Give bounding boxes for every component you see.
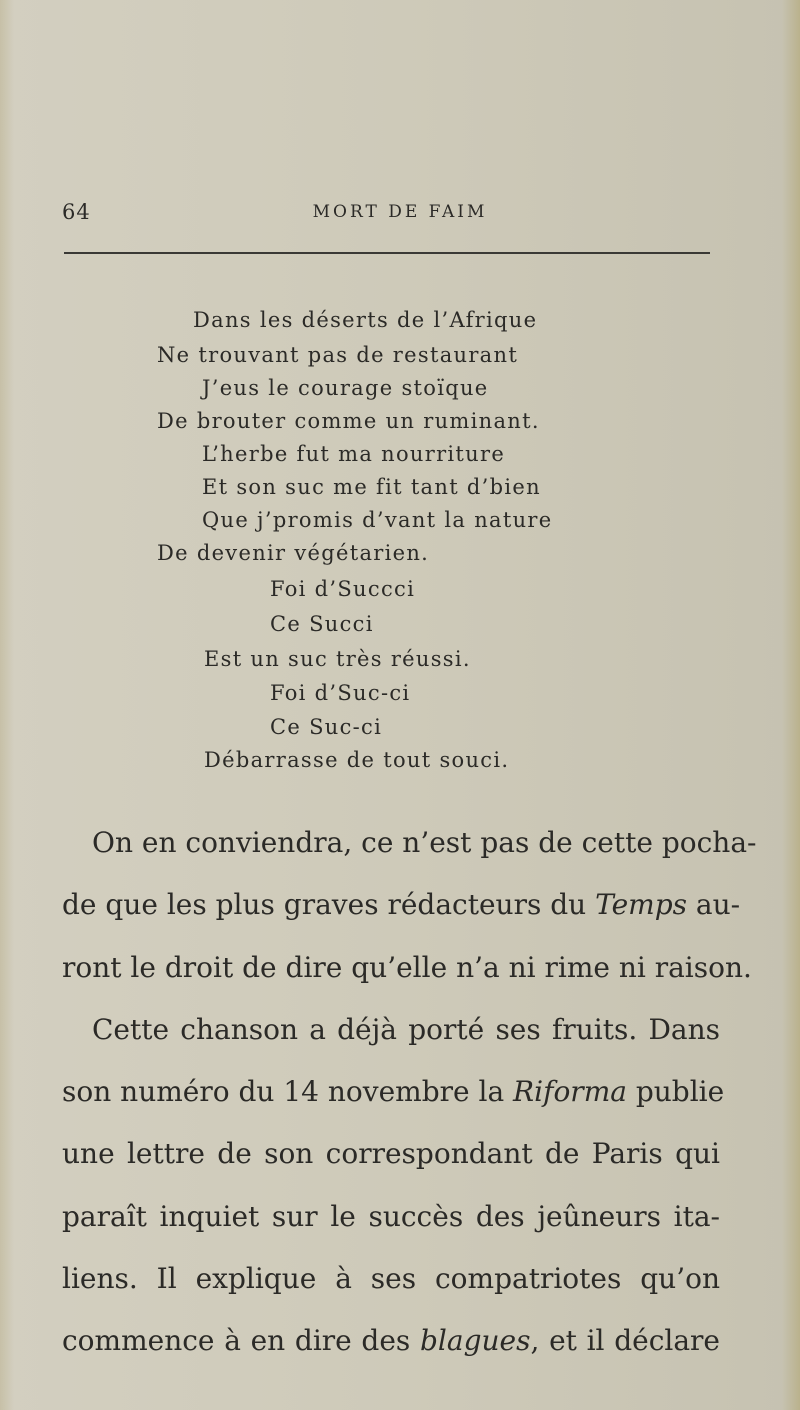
italic-title-riforma: Riforma <box>513 1075 627 1109</box>
prose-line <box>62 1123 720 1185</box>
header-rule <box>64 252 710 254</box>
prose-line <box>62 999 720 1061</box>
poem-line: Et son suc me fit tant d’bien <box>202 475 541 499</box>
prose-text: On en conviendra, ce n’est pas de cette pocha- <box>92 826 757 859</box>
prose-line <box>62 874 741 936</box>
prose-text: ront le droit de dire qu’elle n’a ni rime ni raison. <box>62 950 752 984</box>
prose-text: Cette chanson a déjà porté ses fruits. Dans <box>92 1012 720 1046</box>
poem-line: Dans les déserts de l’Afrique <box>193 308 538 332</box>
italic-word-blagues: blagues <box>420 1324 531 1358</box>
poem-line: L’herbe fut ma nourriture <box>202 442 506 466</box>
prose-line <box>62 1248 720 1310</box>
prose-line <box>62 1310 720 1372</box>
prose-text: son numéro du 14 novembre la <box>62 1075 514 1109</box>
poem-line: Ne trouvant pas de restaurant <box>157 343 519 367</box>
prose-text: de que les plus graves rédacteurs du <box>62 888 596 922</box>
poem-line: J’eus le courage stoïque <box>202 376 489 400</box>
prose-text: une lettre de son correspondant de Paris qui <box>62 1137 720 1171</box>
prose-text: liens. Il explique à ses compatriotes qu’on <box>62 1262 720 1296</box>
poem-line: De devenir végétarien. <box>157 541 430 565</box>
prose-text: paraît inquiet sur le succès des jeûneurs ita- <box>62 1199 720 1233</box>
prose-line <box>62 1061 725 1123</box>
page-number: 64 <box>62 200 91 224</box>
poem-line: De brouter comme un ruminant. <box>157 409 540 433</box>
prose-text: au- <box>687 888 741 922</box>
prose-body <box>62 812 757 1373</box>
italic-title-temps: Temps <box>595 888 688 922</box>
poem-line: Débarrasse de tout souci. <box>204 748 510 772</box>
poem-line: Ce Suc-ci <box>270 715 383 739</box>
poem-line: Ce Succi <box>270 612 374 636</box>
poem-line: Foi d’Suc-ci <box>270 681 411 705</box>
poem-line: Est un suc très réussi. <box>204 647 471 671</box>
running-title: MORT DE FAIM <box>312 202 488 222</box>
poem-line: Que j’promis d’vant la nature <box>202 508 553 532</box>
prose-text: commence à en dire des <box>62 1324 420 1358</box>
prose-line <box>62 812 757 874</box>
prose-text: , et il déclare <box>530 1324 720 1358</box>
prose-text: publie <box>626 1075 725 1109</box>
prose-line <box>62 937 752 999</box>
poem-line: Foi d’Succci <box>270 577 416 601</box>
prose-line <box>62 1186 720 1248</box>
